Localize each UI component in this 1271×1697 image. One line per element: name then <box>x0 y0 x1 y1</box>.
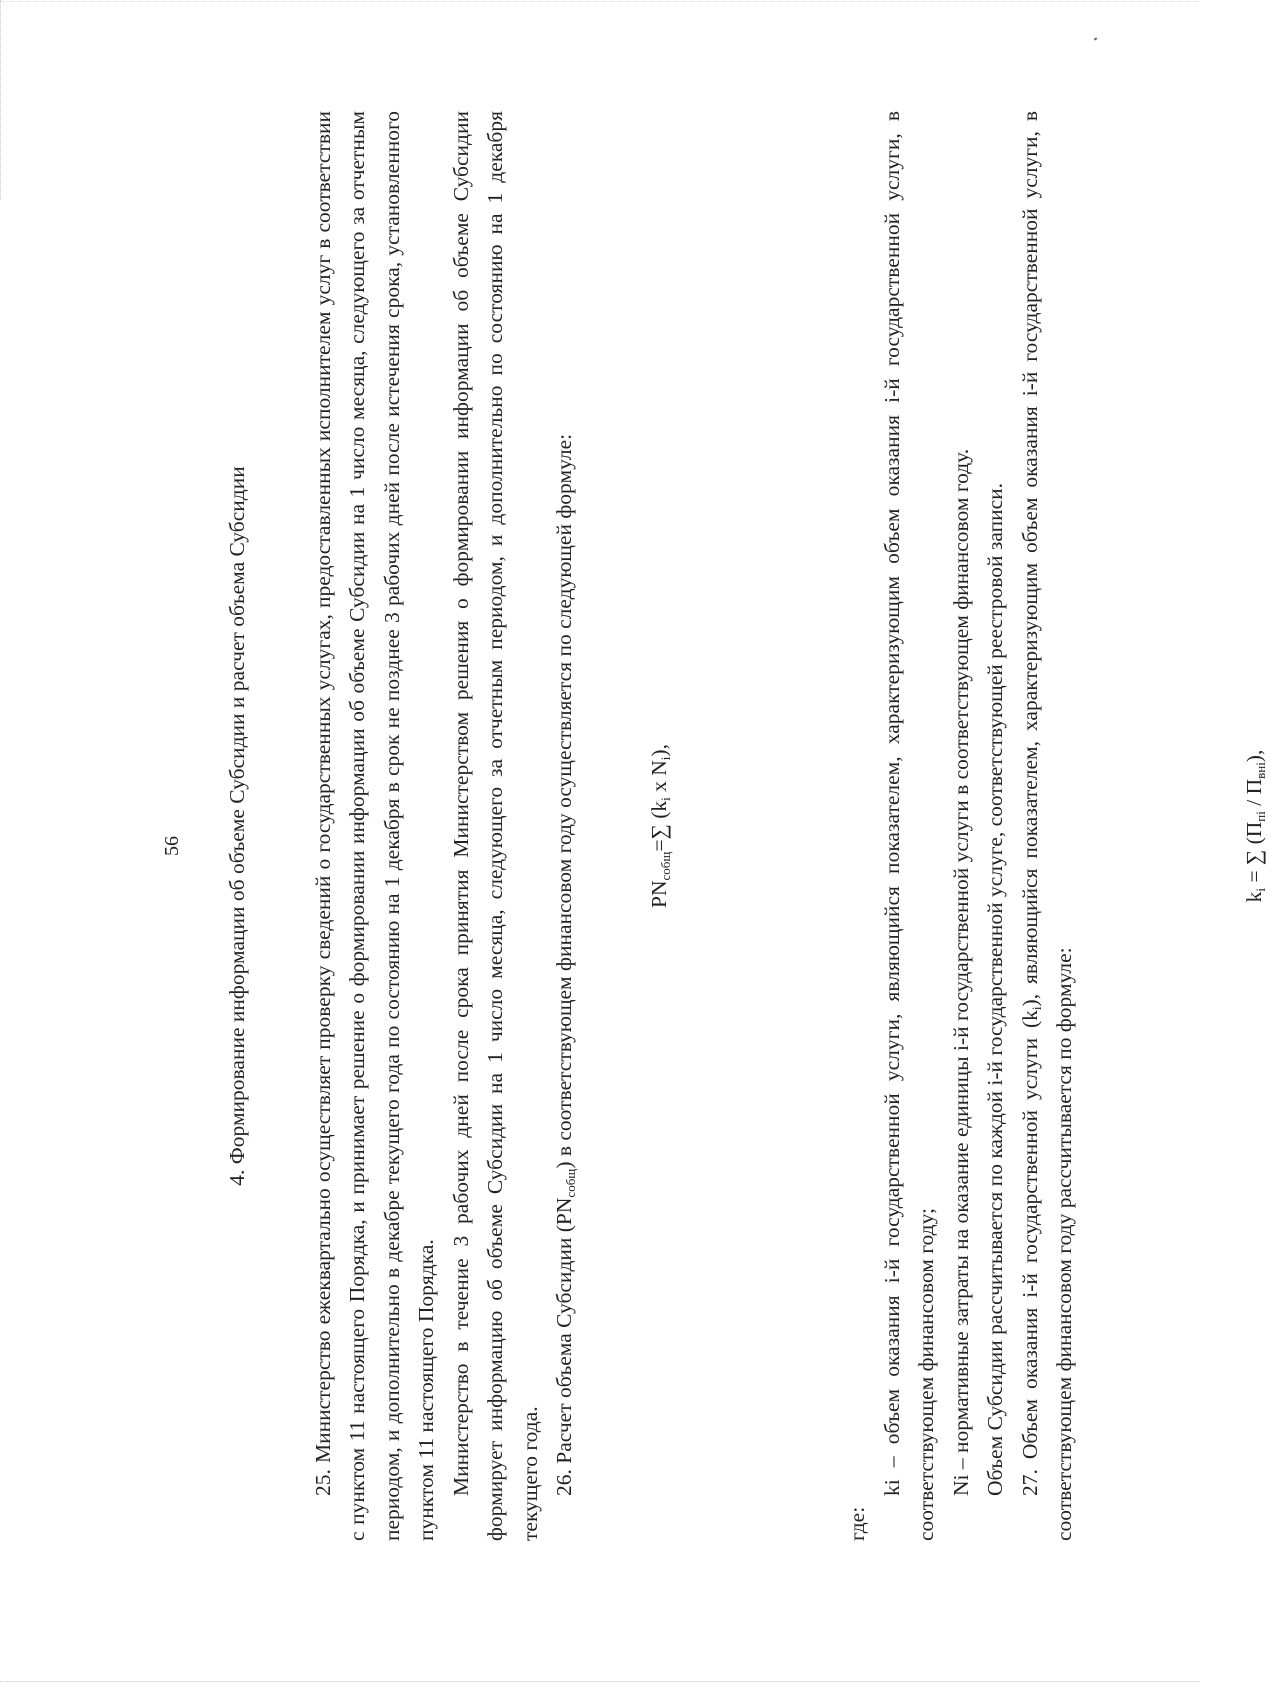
paragraph-26-start: 26. Расчет объема Субсидии (PN <box>552 1197 576 1496</box>
formula-1-end: ), <box>646 744 671 757</box>
formula-2-sum: = ∑ (П <box>1241 821 1266 888</box>
scan-speck <box>1094 37 1098 40</box>
formula-1-lhs: PN <box>646 880 671 908</box>
paragraph-25: 25. Министерство ежеквартально осуществляет проверку сведений о государственных услугах, предоставленных исполнителем услуг в соответствии с пунктом 11 настоящего Порядка, и принимает решение о формировании информации об объеме Субсидии на 1 число месяца, следующего за отчетным периодом, и дополнительно в декабре текущего года по состоянию на 1 декабря в срок не позднее 3 рабочих дней после истечения срока, установленного пунктом 11 настоящего Порядка. <box>310 111 438 1541</box>
formula-2-lhs-subscript: i <box>1252 888 1268 892</box>
section-heading: 4. Формирование информации об объеме Субсидии и расчет объема Субсидии <box>225 466 249 1186</box>
paragraph-26 <box>547 111 582 1541</box>
formula-2-lhs: k <box>1241 891 1266 903</box>
scan-edge-left <box>0 0 1 200</box>
definition-ni: Ni – нормативные затраты на оказание единицы i-й государственной услуги в соответствующем финансовом году. <box>948 448 973 1496</box>
formula-1-n-subscript: i <box>657 756 673 761</box>
where-label: где: <box>845 1506 869 1541</box>
formula-1-lhs-subscript: собщ <box>657 851 673 881</box>
document-body <box>220 111 1271 1541</box>
formula-2-divide: / П <box>1241 778 1266 812</box>
formula-1-k-subscript: i <box>657 797 673 801</box>
paragraph-27-start: 27. Объем оказания i-й государственной услуги (k <box>1017 1010 1042 1496</box>
formula-subsidy-volume <box>642 111 677 1541</box>
definition-ki: ki – объем оказания i-й государственной услуги, являющийся показателем, характеризующим объем оказания i-й государственной услуги, в соответствующем финансовом году; <box>879 111 938 1541</box>
paragraph-27-subscript: i <box>1028 1006 1044 1011</box>
formula-2-p1-subscript: пi <box>1252 811 1268 822</box>
page-number: 56 <box>161 836 183 856</box>
paragraph-27 <box>1013 111 1082 1541</box>
formula-2-p2-subscript: внi <box>1252 762 1268 779</box>
formula-1-times: x N <box>646 760 671 798</box>
paragraph-25-continued: Министерство в течение 3 рабочих дней после срока принятия Министерством решения о формировании информации об объеме Субсидии формирует информацию об объеме Субсидии на 1 число месяца, следующего за отчетным периодом, и дополнительно по состоянию на 1 декабря текущего года. <box>448 111 542 1541</box>
paragraph-26-end: ) в соответствующем финансовом году осуществляется по следующей формуле: <box>552 433 576 1169</box>
formula-service-volume <box>1237 111 1271 1541</box>
scan-edge-top <box>0 1 1200 2</box>
scan-edge-bottom <box>0 1681 1200 1682</box>
formula-1-sum: =∑ (k <box>646 800 671 852</box>
rotated-content <box>160 66 1268 1596</box>
paragraph-27-end: ), являющийся показателем, характеризующим объем оказания i-й государственной услуги, в соответствующем финансовом году рассчитывается по формуле: <box>1017 110 1076 1541</box>
calculation-note: Объем Субсидии рассчитывается по каждой i-й государственной услуге, соответствующей реестровой записи. <box>983 482 1007 1496</box>
formula-2-end: ), <box>1241 749 1266 763</box>
paragraph-26-subscript: собщ <box>563 1168 578 1198</box>
